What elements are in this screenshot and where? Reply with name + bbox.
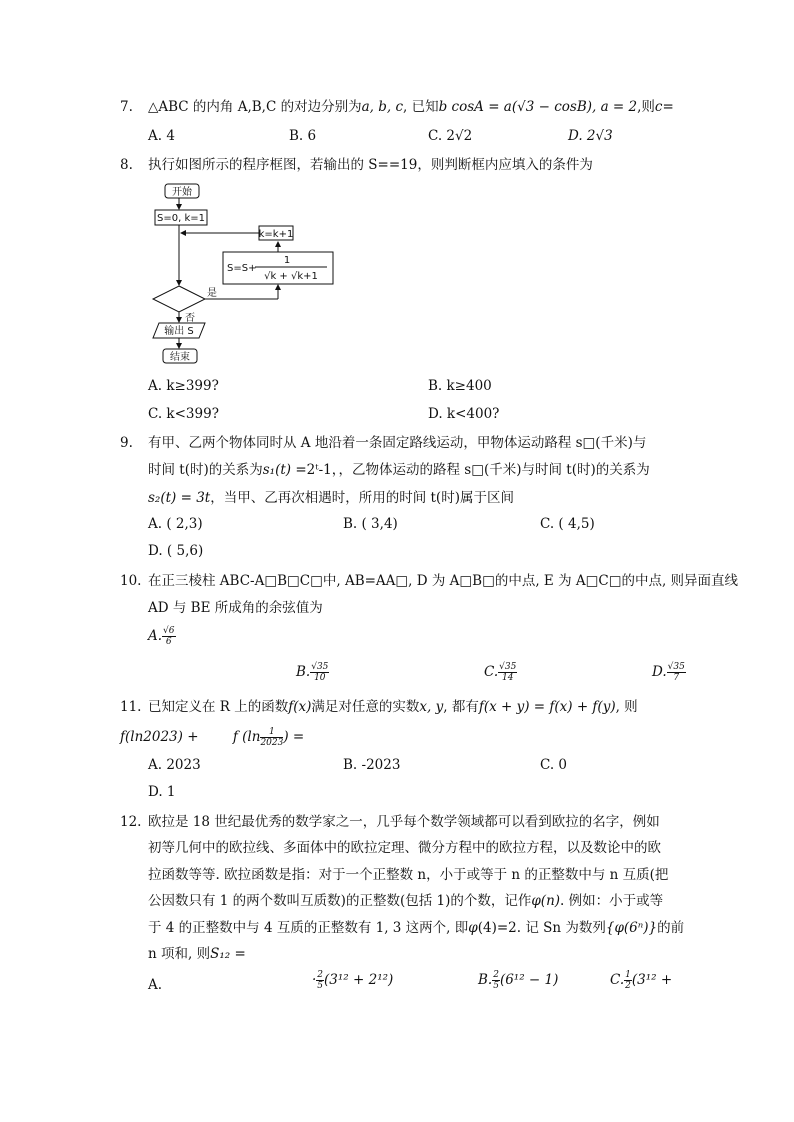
q11-line-1-text-c: , 都有 bbox=[443, 699, 479, 715]
q9-option-b: B. ( 3,4) bbox=[343, 516, 398, 532]
q10-line-1: 在正三棱柱 ABC-A□B□C□中, AB=AA□, D 为 A□B□的中点, E 为 A□C□的中点, 则异面直线 bbox=[148, 573, 739, 589]
q10-option-b-label: B. bbox=[296, 664, 311, 680]
q10-option-c-denominator: 14 bbox=[502, 673, 514, 683]
q9-option-a: A. ( 2,3) bbox=[148, 516, 203, 532]
q7-option-b: B. 6 bbox=[289, 128, 317, 144]
q12-option-c-denominator: 2 bbox=[625, 981, 631, 991]
q10-option-b bbox=[296, 662, 329, 683]
q12-option-a-label: A. bbox=[148, 977, 163, 993]
q12-line-4 bbox=[148, 892, 663, 910]
q11-line-2-denominator: 2023 bbox=[260, 738, 284, 748]
flow-start-label: 开始 bbox=[172, 187, 192, 198]
q10-option-d-numerator: √35 bbox=[667, 662, 685, 672]
q12-option-c-label: C. bbox=[610, 972, 625, 988]
flow-output-label: 输出 S bbox=[164, 326, 194, 337]
q9-line-1: 有甲、乙两个物体同时从 A 地沿着一条固定路线运动，甲物体运动路程 s□(千米)与 bbox=[148, 435, 647, 451]
q8-option-c: C. k<399? bbox=[148, 406, 219, 422]
q8-option-b: B. k≥400 bbox=[428, 378, 492, 394]
q12-line-1: 欧拉是 18 世纪最优秀的数学家之一，几乎每个数学领域都可以看到欧拉的名字，例如 bbox=[148, 814, 660, 830]
q10-option-d-denominator: 7 bbox=[673, 673, 680, 683]
q11-line-2-math-3: (ln bbox=[242, 729, 261, 745]
q10-option-c-label: C. bbox=[484, 664, 499, 680]
q9-option-c: C. ( 4,5) bbox=[540, 516, 595, 532]
q12-line-4-math: φ(n) bbox=[531, 893, 561, 909]
q12-line-4-text-b: . 例如：小于或等 bbox=[560, 893, 664, 909]
q11-line-1-math-1: f(x) bbox=[288, 699, 312, 715]
q11-option-b: B. -2023 bbox=[343, 757, 401, 773]
q8-number: 8. bbox=[120, 157, 133, 173]
q10-number: 10. bbox=[120, 573, 142, 589]
q9-number: 9. bbox=[120, 435, 133, 451]
q11-line-1-math-3: f(x + y) = f(x) + f(y) bbox=[478, 699, 616, 715]
q12-option-b-label: B. bbox=[478, 972, 493, 988]
q7-option-c: C. 2√2 bbox=[428, 128, 473, 144]
q12-line-6 bbox=[148, 945, 246, 963]
q9-line-2-text-a: 时间 t(时)的关系为 bbox=[148, 462, 263, 478]
q10-option-c-numerator: √35 bbox=[499, 662, 517, 672]
q12-option-a-dot: · bbox=[312, 972, 317, 988]
q9-line-2-text-b: =2ᵗ-1，，乙物体运动的路程 s□(千米)与时间 t(时)的关系为 bbox=[291, 462, 650, 478]
q12-option-b-tail: (6¹² − 1) bbox=[499, 972, 559, 988]
q12-option-b-denominator: 5 bbox=[493, 981, 499, 991]
q12-option-c-numerator: 1 bbox=[625, 970, 631, 980]
q7-stem-math-1: a, b, c bbox=[361, 99, 404, 115]
q8-option-a: A. k≥399? bbox=[148, 378, 219, 394]
q7-stem-math-2: b cosA = a(√3 − cosB), a = 2 bbox=[438, 99, 638, 115]
q8-option-d: D. k<400? bbox=[428, 406, 500, 422]
q7-option-d: D. 2√3 bbox=[568, 128, 613, 144]
q12-option-a-expr bbox=[312, 970, 393, 991]
q7-stem-text-c: ,则 bbox=[637, 99, 655, 115]
q10-line-2: AD 与 BE 所成角的余弦值为 bbox=[148, 600, 323, 616]
q7-stem-text-d: = bbox=[662, 99, 674, 115]
flow-sum-numerator: 1 bbox=[283, 255, 291, 266]
q11-line-2-math-1: f(ln2023) + bbox=[120, 729, 199, 745]
q12-line-5 bbox=[148, 919, 684, 937]
q11-option-a: A. 2023 bbox=[148, 757, 201, 773]
q11-line-2-math-2: f bbox=[232, 729, 238, 745]
q10-option-d-label: D. bbox=[652, 664, 667, 680]
q11-option-c: C. 0 bbox=[540, 757, 568, 773]
q12-option-c-tail: (3¹² + bbox=[631, 972, 673, 988]
flow-sum-denominator: √k + √k+1 bbox=[264, 271, 318, 282]
q9-line-2 bbox=[148, 461, 650, 479]
flow-init-label: S=0, k=1 bbox=[157, 213, 205, 224]
q12-line-5-math-2: {φ(6ⁿ)} bbox=[605, 920, 658, 936]
q11-line-2-math-4: ) = bbox=[283, 729, 305, 745]
q7-stem-text-a: △ABC 的内角 A,B,C 的对边分别为 bbox=[148, 99, 362, 115]
q12-option-b-numerator: 2 bbox=[493, 970, 499, 980]
q11-option-d: D. 1 bbox=[148, 784, 176, 800]
q8-stem: 执行如图所示的程序框图，若输出的 S==19，则判断框内应填入的条件为 bbox=[148, 157, 593, 173]
flow-yes-label: 是 bbox=[207, 288, 217, 299]
flow-end-label: 结束 bbox=[170, 352, 190, 363]
q11-line-1-math-2: x, y bbox=[419, 699, 444, 715]
q10-option-a-denominator: 6 bbox=[165, 637, 172, 647]
q12-option-c bbox=[610, 970, 672, 991]
flow-sum-prefix: S=S+ bbox=[227, 263, 257, 274]
q12-line-4-text-a: 公因数只有 1 的两个数叫互质数)的正整数(包括 1)的个数，记作 bbox=[148, 893, 532, 909]
q8-flowchart bbox=[145, 182, 345, 368]
q10-option-b-numerator: √35 bbox=[311, 662, 329, 672]
q11-line-1-text-d: , 则 bbox=[615, 699, 638, 715]
q11-line-1-text-b: 满足对任意的实数 bbox=[311, 699, 420, 715]
q9-line-3-math: s₂(t) = 3t bbox=[148, 490, 211, 506]
q10-option-a-numerator: √6 bbox=[163, 626, 175, 636]
q11-number: 11. bbox=[120, 699, 142, 715]
q12-option-b bbox=[478, 970, 558, 991]
q7-option-a: A. 4 bbox=[148, 128, 175, 144]
q12-option-a-numerator: 2 bbox=[317, 970, 324, 980]
flow-no-label: 否 bbox=[185, 313, 195, 324]
q10-option-c bbox=[484, 662, 517, 683]
q12-line-2: 初等几何中的欧拉线、多面体中的欧拉定理、微分方程中的欧拉方程，以及数论中的欧 bbox=[148, 840, 661, 856]
q12-line-5-text-c: 的前 bbox=[657, 920, 685, 936]
q10-option-a bbox=[148, 626, 176, 647]
q10-option-d bbox=[652, 662, 686, 683]
q12-line-5-text-b: (4)=2. 记 Sn 为数列 bbox=[477, 920, 606, 936]
q11-line-1-text-a: 已知定义在 R 上的函数 bbox=[148, 699, 289, 715]
q12-line-3: 拉函数等等. 欧拉函数是指：对于一个正整数 n，小于或等于 n 的正整数中与 n 互质(把 bbox=[148, 867, 669, 883]
q10-option-b-denominator: 10 bbox=[314, 673, 326, 683]
q10-option-a-label: A. bbox=[148, 628, 163, 644]
q9-line-3 bbox=[148, 489, 514, 507]
q11-line-1 bbox=[148, 698, 638, 716]
q12-line-5-math-1: φ bbox=[468, 920, 478, 936]
q7-stem bbox=[148, 98, 674, 116]
flow-decision-diamond bbox=[153, 286, 205, 312]
q12-option-a-tail: (3¹² + 2¹²) bbox=[324, 972, 394, 988]
q11-line-2-numerator: 1 bbox=[260, 727, 283, 738]
flow-inc-label: k=k+1 bbox=[258, 229, 294, 240]
q7-stem-text-b: , 已知 bbox=[403, 99, 439, 115]
q12-option-a-denominator: 5 bbox=[317, 981, 324, 991]
q12-number: 12. bbox=[120, 814, 142, 830]
q12-line-5-text-a: 于 4 的正整数中与 4 互质的正整数有 1, 3 这两个, 即 bbox=[148, 920, 469, 936]
q9-option-d: D. ( 5,6) bbox=[148, 543, 204, 559]
q9-line-3-text: ，当甲、乙再次相遇时，所用的时间 t(时)属于区间 bbox=[210, 490, 514, 506]
q7-number: 7. bbox=[120, 99, 133, 115]
q12-line-6-math: S₁₂ = bbox=[210, 946, 246, 962]
q7-stem-math-3: c bbox=[654, 99, 663, 115]
q11-line-2 bbox=[120, 727, 304, 748]
q12-line-6-text: n 项和, 则 bbox=[148, 946, 211, 962]
q9-line-2-math: s₁(t) bbox=[262, 462, 292, 478]
